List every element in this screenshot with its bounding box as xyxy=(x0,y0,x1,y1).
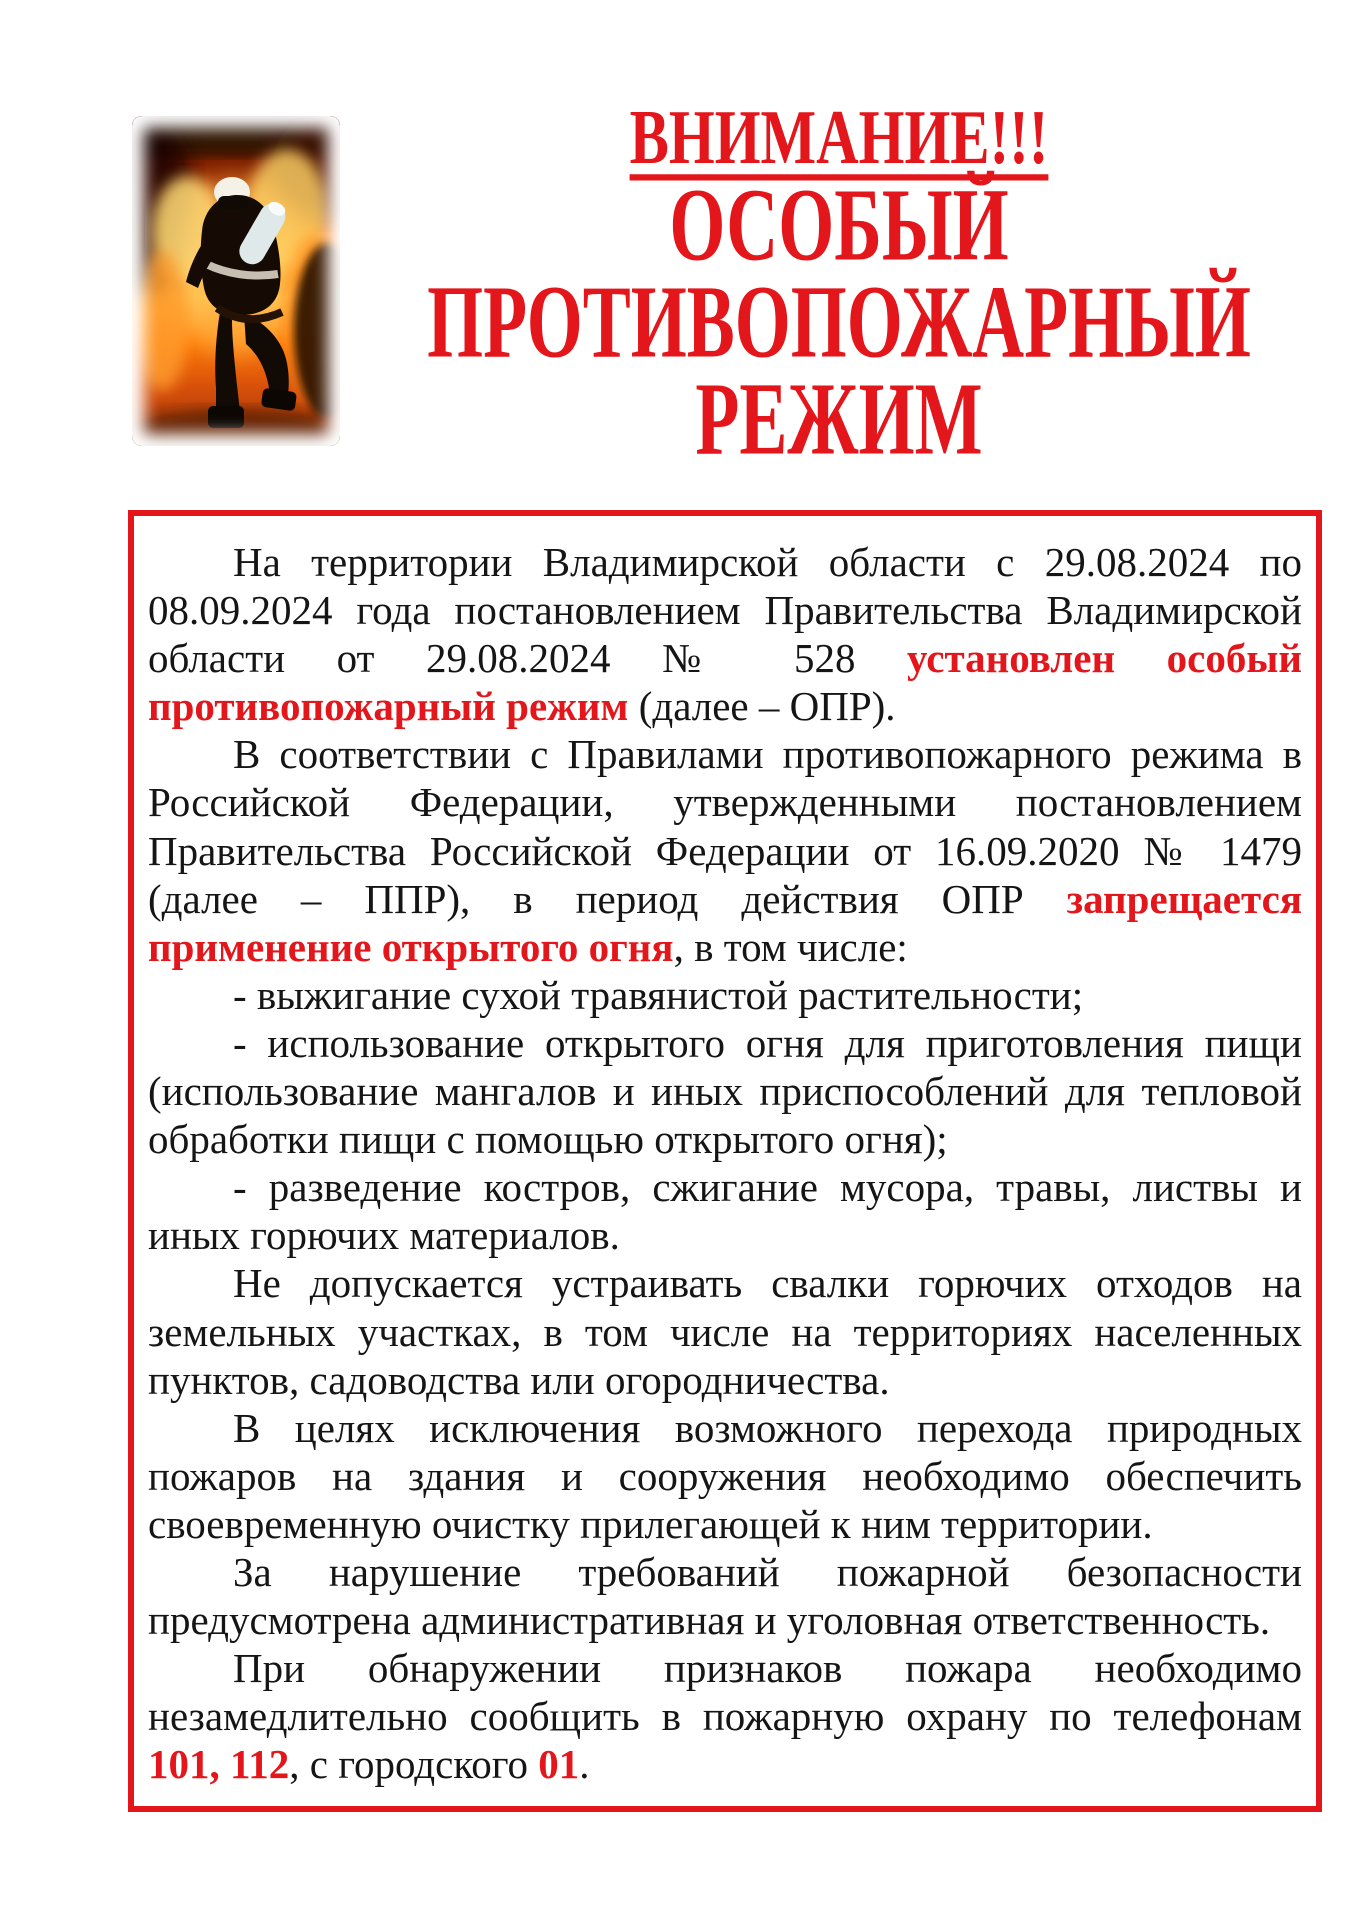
text-run: (далее – ОПР). xyxy=(628,683,896,730)
title-line-1: ОСОБЫЙ xyxy=(669,168,1009,284)
text-run: При обнаружении признаков пожара необходимо незамедлительно сообщить в пожарную охрану по телефонам xyxy=(148,1645,1302,1740)
header xyxy=(339,95,1339,478)
attention-text: ВНИМАНИЕ!!! xyxy=(629,95,1049,181)
paragraph-9 xyxy=(148,1644,1302,1788)
title-line-3: РЕЖИМ xyxy=(695,362,983,478)
emphasis-red-bold: 101, 112 xyxy=(148,1741,290,1788)
text-run: , в том числе: xyxy=(673,923,908,970)
emphasis-red-bold: 01 xyxy=(538,1741,580,1788)
main-title xyxy=(339,168,1339,478)
paragraph-5 xyxy=(148,1163,1302,1259)
flame xyxy=(136,251,188,391)
text-run: В соответствии с Правилами противопожарного режима в Российской Федерации, утвержденными постановлением Правительства Российской Федерации от 16.09.2020 № 1479 (далее – ППР), в период действия ОПР xyxy=(148,731,1302,922)
text-run: На территории Владимирской области с 29.08.2024 по 08.09.2024 года постановлением Правительства Владимирской области от 29.08.2024 № 528 xyxy=(148,539,1302,682)
text-run: - использование открытого огня для приготовления пищи (использование мангалов и иных приспособлений для тепловой обработки пищи с помощью открытого огня); xyxy=(148,1019,1302,1163)
paragraph-2 xyxy=(148,730,1302,970)
text-run: В целях исключения возможного перехода природных пожаров на здания и сооружения необходимо обеспечить своевременную очистку прилегающей к ним территории. xyxy=(148,1404,1302,1547)
firefighter-photo xyxy=(132,116,340,446)
text-run: За нарушение требований пожарной безопасности предусмотрена административная и уголовная ответственность. xyxy=(148,1548,1302,1644)
paragraph-4 xyxy=(148,1019,1302,1163)
paragraph-3 xyxy=(148,971,1302,1019)
text-run: , с городского xyxy=(289,1741,539,1788)
paragraph-7 xyxy=(148,1404,1302,1548)
emphasis-red-bold: установлен особый противопожарный режим xyxy=(148,635,1302,730)
text-run: - разведение костров, сжигание мусора, травы, листвы и иных горючих материалов. xyxy=(148,1164,1302,1259)
text-run: - выжигание сухой травянистой растительности; xyxy=(233,971,1084,1018)
paragraph-6 xyxy=(148,1259,1302,1403)
paragraph-8 xyxy=(148,1548,1302,1644)
paragraph-1 xyxy=(148,538,1302,730)
text-run: Не допускается устраивать свалки горючих отходов на земельных участках, в том числе на территориях населенных пунктов, садоводства или огородничества. xyxy=(148,1260,1302,1403)
fire-scene-icon xyxy=(132,116,340,446)
emphasis-red-bold: запрещается применение открытого огня xyxy=(148,875,1302,970)
text-run: . xyxy=(579,1741,590,1788)
notice-body xyxy=(148,538,1302,1788)
title-line-2: ПРОТИВОПОЖАРНЫЙ xyxy=(427,265,1251,381)
notice-box xyxy=(128,510,1322,1812)
